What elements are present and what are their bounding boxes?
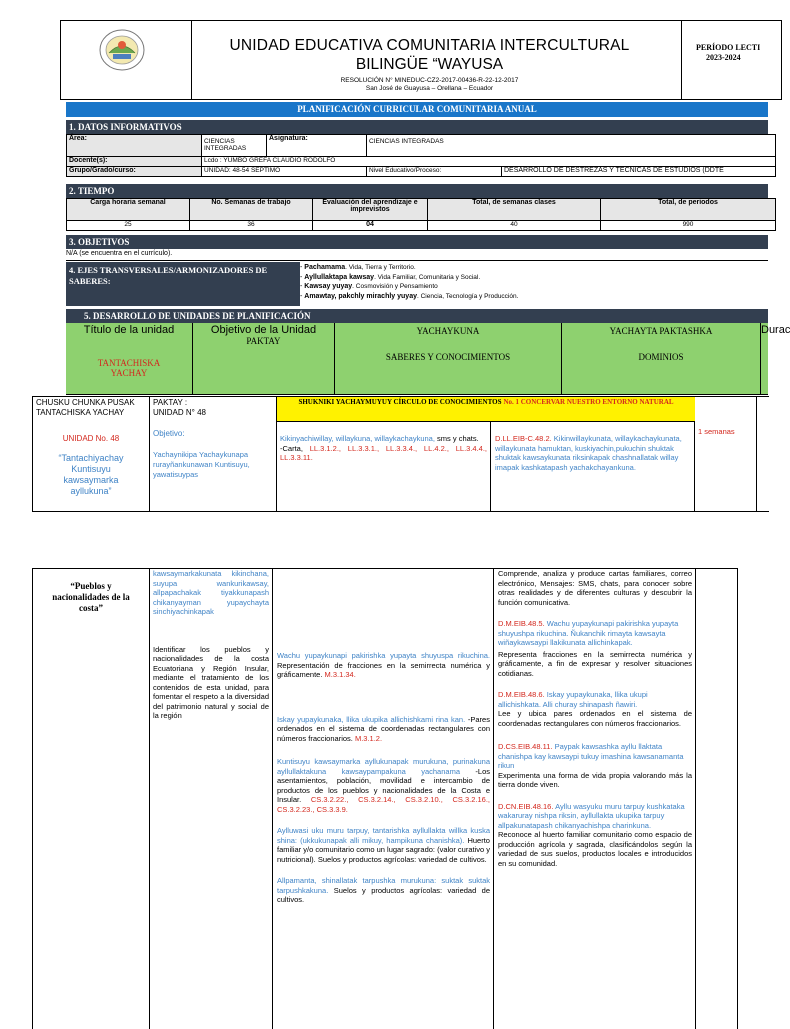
group-value: UNIDAD: 48-54 SEPTIMO bbox=[202, 167, 367, 177]
unit-label: UNIDAD N° 48 bbox=[153, 408, 206, 417]
unit-col1 bbox=[33, 397, 150, 511]
area-value: CIENCIAS INTEGRADAS bbox=[202, 135, 267, 157]
unit-title-sub: TANTACHISKA YACHAY bbox=[97, 358, 161, 378]
page2-row bbox=[32, 568, 738, 1029]
duration-head: Durac bbox=[761, 324, 790, 336]
knowledge-head: YACHAYKUNA bbox=[416, 326, 480, 336]
time-header: Carga horaria semanal bbox=[67, 199, 190, 221]
subject-value: CIENCIAS INTEGRADAS bbox=[367, 135, 776, 157]
period-label: PERÍODO LECTI bbox=[696, 43, 761, 52]
p2-domain-item: D.M.EIB.48.6. Iskay yupaykunaka, llika ukupi allichishkata. Alli churay shinapash ñawiri. Lee y ubica pares ordenados en el sistema de coordenadas rectangulares con números fraccionarios. bbox=[498, 690, 692, 728]
objective-col bbox=[193, 323, 335, 394]
section4-title bbox=[66, 262, 300, 306]
p2-objective-spanish: Identificar los pueblos y nacionalidades de la costa Ecuatoriana y Región Insular, mediante el tratamiento de los contenidos de esta unidad, para fomentar el respeto a la diversidad del patrimonio natural y social de la región bbox=[153, 644, 269, 720]
knowledge-carta: -Carta, bbox=[280, 443, 303, 453]
header-block bbox=[60, 20, 782, 100]
duration-col bbox=[761, 323, 790, 394]
axis-item: - Amawtay, pakchly mirachly yuyay. Ciencia, Tecnología y Producción. bbox=[300, 292, 519, 300]
school-seal-icon bbox=[97, 27, 147, 73]
p2-col3 bbox=[274, 569, 494, 1029]
knowledge-spanish: sms y chats. bbox=[437, 434, 479, 443]
knowledge-kichwa: Kikinyachiwillay, willaykuna, willaykachaykuna, bbox=[280, 434, 435, 443]
p2-col5 bbox=[697, 569, 737, 1029]
resolution-text: RESOLUCIÓN N° MINEDUC-CZ2-2017-00436-R-22-12-2017 bbox=[340, 77, 519, 84]
time-value: 36 bbox=[190, 221, 313, 231]
p2-knowledge-item: Kuntisuyu kawsaymarka ayllukunapak murukuna, purinakuna ayllullaktakuna kawsaypampakuna yachanama -Los asentamientos, población, movilidad e intercambio de productos de los pueblos y nacionalidades de la Costa e Insular. CS.3.2.22., CS.3.2.14., CS.3.2.10., CS.3.2.16., CS.3.2.23., CS.3.3.9. bbox=[277, 757, 491, 814]
p2-col1 bbox=[33, 569, 150, 1029]
unit-name: “Tantachiyachay Kuntisuyu kawsaymarka ayllukuna” bbox=[58, 453, 124, 496]
unit-col5 bbox=[696, 397, 757, 511]
time-value: 25 bbox=[67, 221, 190, 231]
time-header: No. Semanas de trabajo bbox=[190, 199, 313, 221]
time-header: Total, de periodos bbox=[601, 199, 776, 221]
unit-title-head: Título de la unidad bbox=[83, 324, 175, 336]
axis-item: - Ayllullaktapa kawsay. Vida Familiar, Comunitaria y Social. bbox=[300, 273, 481, 281]
time-header: Total, de semanas clases bbox=[428, 199, 601, 221]
teacher-value: Lcdo : YUMBO GREFA CLAUDIO RODOLFO bbox=[202, 157, 776, 167]
knowledge-col bbox=[335, 323, 562, 394]
axis-item: - Kawsay yuyay. Cosmovisión y Pensamiento bbox=[300, 283, 438, 290]
axis-item: - Pachamama. Vida, Tierra y Territorio. bbox=[300, 264, 416, 271]
school-title bbox=[192, 37, 667, 92]
objective-sub: PAKTAY bbox=[246, 336, 281, 346]
p2-knowledge-item: Allpamanta, shinallatak tarpushka murukuna: suktak suktak tarpushkakuna. Suelos y productos agrícolas: variedad de cultivos. bbox=[277, 876, 490, 904]
school-name-line2: BILINGÜE “WAYUSA bbox=[355, 56, 504, 73]
subject-label: Asignatura: bbox=[267, 135, 367, 157]
objective-head: Objetivo de la Unidad bbox=[210, 324, 317, 336]
p2-objective-kichwa: kawsaymarkakunata kikinchana, suyupa wankurikawsay, allpapachakak tiyakkunapash chikanyayman yupaychayta sinchiyachinkapak bbox=[153, 569, 269, 616]
unit-number: UNIDAD No. 48 bbox=[62, 434, 120, 443]
p2-knowledge-item: Iskay yupaykunaka, llika ukupika allichishkami rina kan. -Pares ordenados en el sistema de coordenadas rectangulares con números fraccionarios. M.3.1.2. bbox=[277, 714, 490, 743]
unit-col4 bbox=[492, 422, 695, 511]
knowledge-codes: LL.3.1.2., LL.3.3.1., LL.3.3.4., LL.4.2., LL.3.4.4., LL.3.3.11. bbox=[280, 443, 487, 462]
section1-table bbox=[66, 134, 776, 177]
p2-knowledge-item: Wachu yupaykunapi pakirishka yupayta shuyuspa rikuchina. Representación de fracciones en la semirrecta numérica y gráficamente. M.3.1.34. bbox=[277, 651, 490, 679]
school-logo bbox=[61, 21, 192, 99]
p2-domain-item: D.CS.EIB.48.11. Paypak kawsashka ayllu llaktata chanishpa kay kawsaypi tukuy imashina kawsanamanta rikun Experimenta una forma de vida propia valorando más la tierra donde viven. bbox=[498, 742, 692, 789]
section4-title-text: 4. EJES TRANSVERSALES/ARMONIZADORES DE SABERES: bbox=[69, 265, 268, 286]
time-value: 990 bbox=[601, 221, 776, 231]
p2-domain-intro: Comprende, analiza y produce cartas familiares, correo electrónico, Mensajes: SMS, chats, para conocer sobre otras realidades y de diferentes culturas y descubrir la función comunicativa. bbox=[498, 569, 692, 607]
circle-banner bbox=[277, 397, 695, 422]
level-label: Nivel Educativo/Proceso: bbox=[367, 167, 502, 177]
unit-duration: 1 semanas bbox=[698, 427, 735, 436]
domain-code: D.LL.EIB-C.48.2. bbox=[495, 434, 552, 443]
domains-sub: DOMINIOS bbox=[638, 352, 684, 362]
group-label: Grupo/Grado/curso: bbox=[67, 167, 202, 177]
section5-title: 5. DESARROLLO DE UNIDADES DE PLANIFICACIÓN bbox=[66, 309, 768, 323]
school-name-line1: UNIDAD EDUCATIVA COMUNITARIA INTERCULTURAL bbox=[229, 37, 630, 54]
unit-title-col bbox=[66, 323, 193, 394]
knowledge-sub: SABERES Y CONOCIMIENTOS bbox=[385, 352, 511, 362]
location-text: San José de Guayusa – Orellana – Ecuador bbox=[365, 85, 494, 92]
unit-col3 bbox=[277, 422, 491, 511]
period-value: 2023-2024 bbox=[706, 53, 741, 62]
time-header: Evaluación del aprendizaje e imprevistos bbox=[313, 199, 428, 221]
axes-list bbox=[300, 263, 770, 301]
p2-domain-item: D.M.EIB.48.5. Wachu yupaykunapi pakirishka yupayta shuyushpa rikuchina. Ñukanchik rimayta kawsayta wiñaykawsaypi llakikunata allichinkapak. Representa fracciones en la semirrecta numérica y gráficamente, a fin de expresar y resolver situaciones cotidianas. bbox=[498, 619, 692, 678]
section1-title: 1. DATOS INFORMATIVOS bbox=[66, 120, 768, 134]
circle-title: SHUKNIKI YACHAYMUYUY CÍRCULO DE CONOCIMIENTOS bbox=[298, 398, 502, 406]
unit-col1-head: CHUSKU CHUNKA PUSAK TANTACHISKA YACHAY bbox=[36, 398, 135, 417]
p2-col2 bbox=[150, 569, 273, 1029]
circle-number: No. 1 CONCERVAR NUESTRO ENTORNO NATURAL bbox=[503, 398, 674, 406]
teacher-label: Docente(s): bbox=[67, 157, 202, 167]
unit-col2 bbox=[150, 397, 277, 511]
time-value: 04 bbox=[313, 221, 428, 231]
objectives-text: N/A (se encuentra en el currículo). bbox=[66, 250, 768, 261]
section2-title: 2. TIEMPO bbox=[66, 184, 768, 198]
p2-domain-item: D.CN.EIB.48.16. Ayllu wasyuku muru tarpuy kushkataka wakaruray nishpa riksin, ayllullakta ukupika tarpuy allpakunatapash chikanyachishpa charinkuna. Reconoce al huerto familiar comunitario como espacio de producción agrícola y sagrada, clasificándolos según la variedad de sus suelos, productos locales e introducidos en su comunidad. bbox=[498, 801, 692, 868]
area-label: Área: bbox=[67, 135, 202, 157]
domains-head: YACHAYTA PAKTASHKA bbox=[609, 326, 713, 336]
plan-banner: PLANIFICACIÓN CURRICULAR COMUNITARIA ANUAL bbox=[66, 102, 768, 117]
level-value: DESARROLLO DE DESTREZAS Y TECNICAS DE ESTUDIOS (DDTE bbox=[502, 167, 776, 177]
section3-title: 3. OBJETIVOS bbox=[66, 235, 768, 249]
paktay-label: PAKTAY : bbox=[153, 398, 188, 407]
period-box bbox=[681, 21, 782, 99]
p2-knowledge-item: Aylluwasi uku muru tarpuy, tantarishka ayllullakta willka kuska shina: (ukkukunapak alli mikuy, hampikuna chanishka). Huerto familiar y/o comunitario como un lugar sagrado: (valor curativo y nutricional). Suelos y productos agrícolas: variedad de cultivos. bbox=[277, 826, 491, 864]
domain-text: Kikinwillaykunata, willaykachaykunata, willaykunata hamuktan, kuskiyachin,pukuchin shuktak shuktak kawsaykunata riksinkapak chashnallatak willay imapak kashkatapash yachakchayankuna. bbox=[495, 434, 682, 472]
domains-col bbox=[562, 323, 761, 394]
time-value: 40 bbox=[428, 221, 601, 231]
time-table bbox=[66, 198, 776, 231]
objective-label: Objetivo: bbox=[153, 429, 185, 438]
planning-header bbox=[66, 323, 790, 395]
p2-unit-title: “Pueblos y nacionalidades de la costa” bbox=[52, 581, 130, 613]
p2-col4 bbox=[495, 569, 696, 1029]
unit-row bbox=[32, 396, 769, 512]
objective-text: Yachaynikipa Yachaykunapa rurayñankunawan Kuntisuyu, yawatisuypas bbox=[153, 450, 250, 479]
